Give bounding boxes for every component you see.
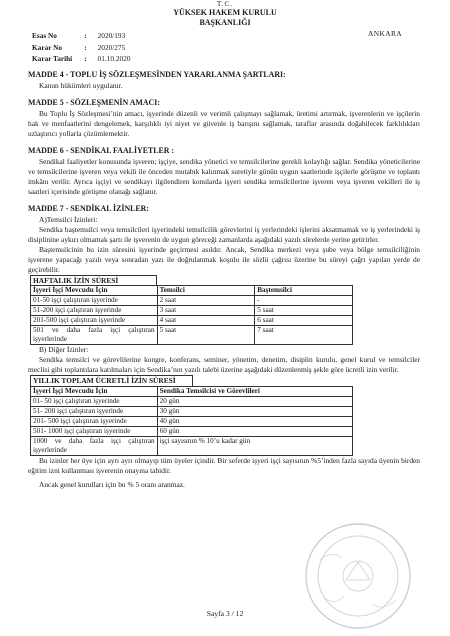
table-cell: 501 ve daha fazla işçi çalıştıran işyerlerinde: [31, 326, 158, 345]
header-organization: [0, 8, 450, 29]
meta-row: [32, 43, 135, 53]
annual-leave-table: [30, 386, 353, 456]
table-cell: 60 gün: [157, 426, 352, 436]
meta-value: 01.10.2020: [97, 54, 131, 64]
column-header: Temsilci: [157, 286, 255, 296]
table-cell: 40 gün: [157, 416, 352, 426]
table-cell: 5 saat: [157, 326, 255, 345]
table-cell: 2 saat: [157, 296, 255, 306]
meta-row: [32, 54, 135, 64]
table-row: [31, 316, 353, 326]
table-cell: 3 saat: [157, 306, 255, 316]
header-tc: T.C.: [217, 0, 233, 8]
table-row: [31, 296, 353, 306]
article-4-title: MADDE 4 - TOPLU İŞ SÖZLEŞMESİNDEN YARARLANMA ŞARTLARI:: [28, 70, 286, 79]
article-6-body: Sendikal faaliyetler konusunda işveren; işçiye, sendika yönetici ve temsilcilerine gerekli kolaylığı sağlar. Sendika yöneticilerine ve temsilcilerine işveren veya vekili ile önceden mutabık kalınmak suretiyle günün uygun saatlerinde işçilerle görüşme ve toplantı imkânı verilir. Ayrıca işçiyi ve sendikayı ilgilendiren konularda işyeri sendika temsilcilerine işveren veya işveren vekilleri ile iş saatleri içerisinde görüşme olanağı sağlanır.: [28, 156, 420, 196]
meta-row: [32, 31, 135, 41]
table-cell: işçi sayısının % 10’u kadar gün: [157, 436, 352, 455]
table-cell: 20 gün: [157, 396, 352, 406]
column-header: İşyeri İşçi Mevcudu İçin: [31, 386, 158, 396]
table-row: [31, 426, 353, 436]
table-cell: 6 saat: [255, 316, 353, 326]
section-a-paragraph: Baştemsilcinin bu izin süresini işyerinde geçirmesi asıldır. Ancak, Sendika merkezi veya şube veya bölge temsilciliğinin işverene yapacağı yazılı veya sonradan yazı ile doğrulanmak koşulu ile sözlü çağrısı üzerine bu süreyi çağrı yapılan yerde de geçirebilir.: [28, 244, 420, 274]
article-6-title: MADDE 6 - SENDİKAL FAALİYETLER :: [28, 145, 175, 155]
article-5-title: MADDE 5 - SÖZLEŞMENİN AMACI:: [28, 97, 160, 107]
meta-sep: :: [84, 31, 87, 40]
column-header: İşyeri İşçi Mevcudu İçin: [31, 286, 158, 296]
table-cell: -: [255, 296, 353, 306]
section-b-paragraph: Sendika temsilci ve görevlilerine kongre, konferans, seminer, yönetim, denetim, disiplin kurulu, genel kurul ve temsilciler meclisi gibi toplantılara katılmaları için Sendika’nın yazılı talebi üzerine aşağıdaki düzenlenmiş şekle göre ücretli izin verilir.: [28, 355, 420, 375]
meta-label: Karar Tarihi: [32, 54, 73, 64]
table-cell: 5 saat: [255, 306, 353, 316]
table-row: [31, 306, 353, 316]
table-cell: 51- 200 işçi çalıştıran işyerinde: [31, 406, 158, 416]
table-cell: 501- 1000 işçi çalıştıran işyerinde: [31, 426, 158, 436]
meta-label: Karar No: [32, 42, 63, 52]
org-name: YÜKSEK HAKEM KURULU: [173, 8, 277, 17]
table-row: [31, 436, 353, 455]
column-header: Baştemsilci: [255, 286, 353, 296]
meta-label: Esas No: [32, 31, 57, 40]
document-body: [28, 70, 420, 490]
table-row: [31, 326, 353, 345]
org-unit: BAŞKANLIĞI: [199, 18, 251, 28]
table-cell: 4 saat: [157, 316, 255, 326]
city-label: ANKARA: [368, 29, 403, 38]
article-4-body: Kanun hükümleri uygulanır.: [39, 80, 123, 90]
table-cell: 7 saat: [255, 326, 353, 345]
article-5-body: Bu Toplu İş Sözleşmesi’nin amacı, işyerinde düzenli ve verimli çalışmayı sağlamak, üretimi artırmak, işverenlerin ve işçilerin hak ve menfaatlerini dengelemek, karşılıklı iyi niyet ve güvenle iş barışını sağlamak, taraflar arasında doğabilecek farklılıkları uzlaştırıcı yollarla çözümlemektir.: [28, 108, 420, 138]
table-cell: 201- 500 işçi çalıştıran işyerinde: [31, 416, 158, 426]
column-header: Sendika Temsilcisi ve Görevlileri: [157, 386, 352, 396]
section-b-paragraph: Bu izinler her üye için ayrı ayrı olmayıp tüm üyeler içindir. Bir seferde işyeri işçi sayısının %5’inden fazla sayıda üyenin birden eğitim izni kullanması işverenin onayına tabidir.: [28, 455, 420, 475]
section-b-paragraph: Ancak genel kurulları için bu % 5 oranı aranmaz.: [39, 479, 185, 489]
table-cell: 01-50 işçi çalıştıran işyerinde: [31, 296, 158, 306]
table-cell: 1000 ve daha fazla işçi çalıştıran işyerlerinde: [31, 436, 158, 455]
weekly-leave-caption: HAFTALIK İZİN SÜRESİ: [30, 275, 157, 285]
table-header-row: [31, 286, 353, 296]
annual-leave-caption: YILLIK TOPLAM ÜCRETLİ İZİN SÜRESİ: [30, 375, 193, 385]
table-row: [31, 396, 353, 406]
section-a-paragraph: Sendika baştemsilci veya temsilcileri işyerindeki temsilcilik görevlerini iş yerlerindeki işlerini aksatmamak ve iş yerlerindeki iş disiplinine aykırı olmamak şartı ile işverenin de uygun göreceği zamanlarda aşağıdaki yazılı sürelerde yerine getirirler.: [28, 224, 420, 244]
table-row: [31, 416, 353, 426]
table-header-row: [31, 386, 353, 396]
table-cell: 01- 50 işçi çalıştıran işyerinde: [31, 396, 158, 406]
meta-sep: :: [84, 42, 87, 52]
section-a-title: A)Temsilci İzinleri:: [39, 214, 98, 224]
table-cell: 201-500 işçi çalıştıran işyerinde: [31, 316, 158, 326]
weekly-leave-table: [30, 285, 353, 345]
case-meta: [30, 29, 137, 66]
page-number: Sayfa 3 / 12: [206, 609, 244, 618]
article-7-title: MADDE 7 - SENDİKAL İZİNLER:: [28, 203, 150, 213]
meta-sep: :: [84, 54, 87, 64]
table-cell: 30 gün: [157, 406, 352, 416]
meta-value: 2020/275: [97, 42, 126, 52]
meta-value: 2020/193: [97, 31, 126, 40]
table-row: [31, 406, 353, 416]
table-cell: 51-200 işçi çalıştıran işyerinde: [31, 306, 158, 316]
section-b-title: B) Diğer İzinler:: [39, 345, 89, 355]
